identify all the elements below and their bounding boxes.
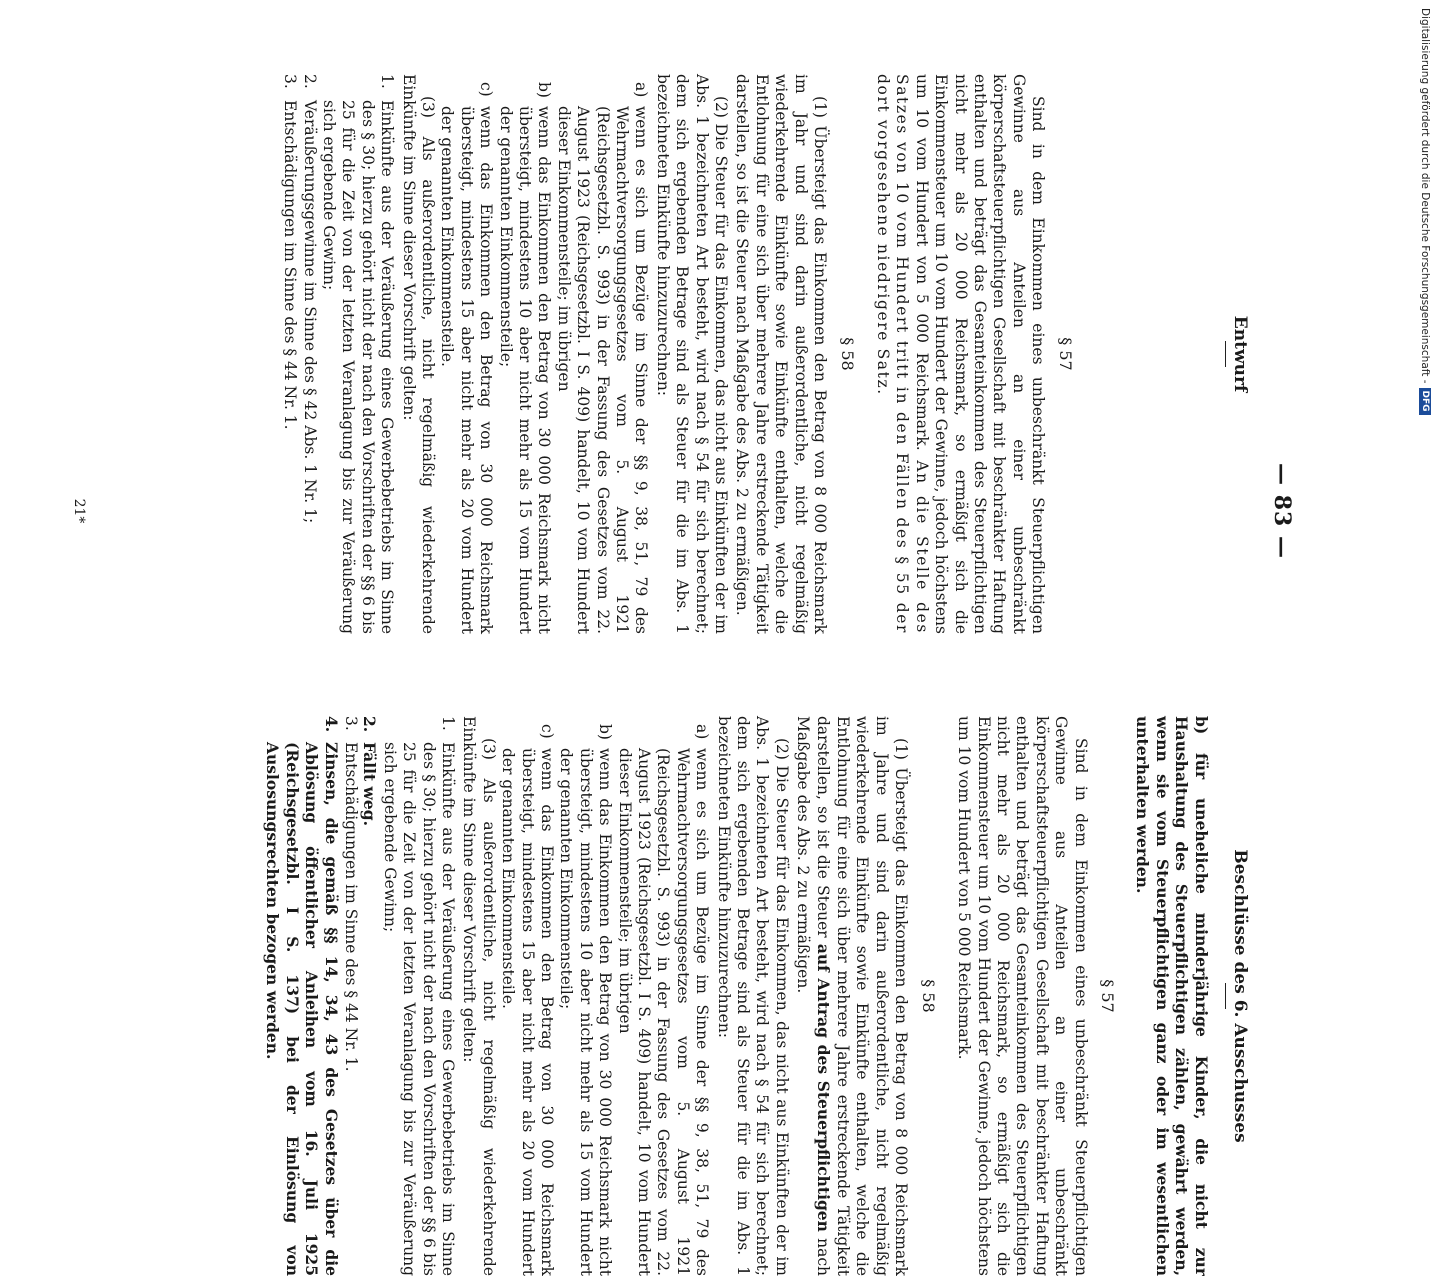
item-label: 3.: [281, 74, 300, 89]
dfg-logo: DFG: [1419, 388, 1431, 415]
section-heading-57: § 57: [1097, 979, 1117, 1013]
item-text: Zinsen, die gemäß §§ 14, 34, 43 des Gesetzes über die Ablösung öffentlicher Anleihen vom 16. Juli 1925 (Reichsgesetzbl. I S. 137) bei der Einlösung von Auslosungsrechten bezogen werden.: [263, 742, 341, 1276]
item-text: Entschädigungen im Sinne des § 44 Nr. 1.: [341, 742, 360, 1072]
numbered-item-3: [280, 74, 299, 634]
item-b-uneheliche-kinder: b) für uneheliche minderjährige Kinder, die nicht zur Haushaltung des Steuerpflichtigen zählen, gewährt werden, wenn sie vom Steuerpflichtigen ganz oder im wesentlichen unterhalten werden.: [1133, 716, 1211, 1276]
numbered-item-2: [299, 74, 318, 634]
section-heading-58: § 58: [837, 337, 857, 371]
numbered-item-1: [379, 716, 457, 1276]
subitem-label: b): [535, 82, 554, 98]
section-58-para-2: (2) Die Steuer für das Einkommen, das nicht aus Einkünften der im Abs. 1 bezeichneten Art besteht, wird nach § 54 für sich berechnet; dem sich ergebenden Betrage sind als Steuer für die im Abs. 1 bezeichneten Einkünfte hinzuzurechnen:: [714, 716, 791, 1276]
item-text: Entschädigungen im Sinne des § 44 Nr. 1.: [281, 100, 300, 430]
para-1-text: (1) Übersteigt das Einkommen den Betrag von 8 000 Reichsmark im Jahre und sind darin außerordentliche, nicht regelmäßig wiederkehrende Einkünfte sowie Einkünfte enthalten, welche die Entlohnung für eine sich über mehrere Jahre erstreckende Tätigkeit darstellen, so ist die Steuer: [813, 716, 911, 1276]
page-number: — 83 —: [1269, 463, 1295, 559]
column-title-beschluesse: Beschlüsse des 6. Ausschusses: [1230, 849, 1250, 1143]
subitem-text: wenn das Einkommen den Betrag von 30 000 Reichsmark nicht übersteigt, mindestens 10 aber nicht mehr als 15 vom Hundert der genannten Einkommensteile;: [496, 106, 554, 634]
title-rule: [1225, 341, 1226, 367]
item-text: Fällt weg.: [360, 742, 380, 826]
para-1-amendment: auf Antrag des Steuerpflichtigen: [813, 943, 833, 1232]
digitization-credit: [1413, 8, 1433, 412]
subitem-c: [437, 82, 495, 634]
numbered-item-4: [263, 716, 341, 1276]
subitem-label: a): [693, 724, 712, 740]
page-header: [1261, 66, 1301, 956]
section-57-text: Sind in dem Einkommen eines unbeschränkt Steuerpflichtigen Gewinne aus Anteilen an einer unbeschränkt körperschaftsteuerpflichtigen Gesellschaft mit beschränkter Haftung enthalten und beträgt das Gesamteinkommen des Steuerpflichtigen nicht mehr als 20 000 Reichsmark, so ermäßigt sich die Einkommensteuer um 10 vom Hundert der Gewinne, jedoch höchstens um 10 vom Hundert von 5 000 Reichsmark.: [912, 74, 1048, 634]
numbered-item-2: [360, 716, 379, 1276]
subitem-label: a): [632, 82, 651, 98]
item-label: 1.: [378, 74, 397, 89]
numbered-item-3: [341, 716, 360, 1276]
subitem-text: wenn es sich um Bezüge im Sinne der §§ 9, 38, 51, 79 des Wehrmachtversorgungsgesetzes vom 5. August 1921 (Reichsgesetzbl. S. 993) in der Fassung des Gesetzes vom 22. August 1923 (Reichsgesetzbl. I S. 409) handelt, 10 vom Hundert dieser Einkommensteile; im übrigen: [615, 748, 712, 1276]
section-58-subitems: [498, 716, 711, 1276]
subitem-a: [553, 82, 650, 634]
item-text: Einkünfte aus der Veräußerung eines Gewerbebetriebs im Sinne des § 30; hierzu gehört nicht der nach den Vorschriften der §§ 6 bis 25 für die Zeit von der letzten Veranlagung bis zur Veräußerung sich ergebende Gewinn;: [380, 742, 457, 1276]
section-58-para-2: (2) Die Steuer für das Einkommen, das nicht aus Einkünften der im Abs. 1 bezeichneten Art besteht, wird nach § 54 für sich berechnet; dem sich ergebenden Betrage sind als Steuer für die im Abs. 1 bezeichneten Einkünfte hinzuzurechnen:: [653, 74, 731, 634]
column-entwurf: [280, 74, 1253, 634]
title-rule: [1225, 983, 1226, 1009]
section-58-para-3: (3) Als außerordentliche, nicht regelmäßig wiederkehrende Einkünfte im Sinne dieser Vorschrift gelten:: [399, 74, 437, 634]
numbered-item-1: [319, 74, 397, 634]
section-58-para-3: (3) Als außerordentliche, nicht regelmäßig wiederkehrende Einkünfte im Sinne dieser Vorschrift gelten:: [460, 716, 498, 1276]
para-1-text-end: nach Maßgabe des Abs. 2 zu ermäßigen.: [794, 716, 832, 1276]
section-heading-57: § 57: [1055, 337, 1075, 371]
item-label: 2.: [300, 74, 319, 89]
section-57-spaced-text: An die Stelle des Satzes von 10 vom Hundert tritt in den Fällen des § 55 der dort vorgesehene niedrigere Satz.: [873, 74, 931, 634]
item-label: 1.: [438, 716, 457, 731]
section-58-para-1: [793, 716, 910, 1276]
subitem-text: wenn es sich um Bezüge im Sinne der §§ 9, 38, 51, 79 des Wehrmachtversorgungsgesetzes vom 5. August 1921 (Reichsgesetzbl. S. 993) in der Fassung des Gesetzes vom 22. August 1923 (Reichsgesetzbl. I S. 409) handelt, 10 vom Hundert dieser Einkommensteile; im übrigen: [554, 106, 651, 634]
item-text: Veräußerungsgewinne im Sinne des § 42 Abs. 1 Nr. 1;: [300, 100, 319, 524]
item-label: 4.: [321, 716, 341, 733]
column-title-entwurf: Entwurf: [1230, 315, 1250, 393]
item-label: 2.: [360, 716, 380, 733]
section-58-subitems: [437, 74, 650, 634]
subitem-label: c): [477, 82, 496, 97]
spacer: [1091, 74, 1211, 634]
credit-line: [1419, 8, 1431, 412]
item-text: Einkünfte aus der Veräußerung eines Gewerbebetriebs im Sinne des § 30; hierzu gehört nicht der nach den Vorschriften der §§ 6 bis 25 für die Zeit von der letzten Veranlagung bis zur Veräußerung sich ergebende Gewinn;: [319, 100, 397, 634]
section-heading-58: § 58: [918, 979, 938, 1013]
subitem-text: wenn das Einkommen den Betrag von 30 000 Reichsmark übersteigt, mindestens 15 aber nicht mehr als 20 vom Hundert der genannten Einkommensteile.: [499, 748, 556, 1276]
subitem-b: [495, 82, 553, 634]
subitem-label: c): [538, 724, 556, 739]
column-beschluesse: [263, 716, 1253, 1276]
item-label: 3.: [341, 716, 360, 731]
section-58-para-1: (1) Übersteigt das Einkommen den Betrag von 8 000 Reichsmark im Jahr und sind darin außerordentliche, nicht regelmäßig wiederkehrende Einkünfte sowie Einkünfte enthalten, welche die Entlohnung für eine sich über mehrere Jahre erstreckende Tätigkeit darstellen, so ist die Steuer nach Maßgabe des Abs. 2 zu ermäßigen.: [733, 74, 830, 634]
signature-mark: 21*: [71, 498, 87, 524]
subitem-c: [498, 724, 556, 1276]
printed-page: [71, 66, 1301, 1276]
section-58-numbered-list: [263, 716, 457, 1276]
credit-text: Digitalisierung gefördert durch die Deutsche Forschungsgemeinschaft -: [1419, 8, 1431, 384]
subitem-label: b): [596, 724, 615, 740]
subitem-b: [556, 724, 614, 1276]
subitem-text: wenn das Einkommen den Betrag von 30 000 Reichsmark nicht übersteigt, mindestens 10 aber nicht mehr als 15 vom Hundert der genannten Einkommensteile;: [557, 748, 615, 1276]
subitem-text: wenn das Einkommen den Betrag von 30 000 Reichsmark übersteigt, mindestens 15 aber nicht mehr als 20 vom Hundert der genannten Einkommensteile.: [438, 106, 496, 634]
section-57-paragraph: [873, 74, 1048, 634]
section-57-paragraph: Sind in dem Einkommen eines unbeschränkt Steuerpflichtigen Gewinne aus Anteilen an einer unbeschränkt körperschaftsteuerpflichtigen Gesellschaft mit beschränkter Haftung enthalten und beträgt das Gesamteinkommen des Steuerpflichtigen nicht mehr als 20 000 Reichsmark, so ermäßigt sich die Einkommensteuer um 10 vom Hundert der Gewinne, jedoch höchstens um 10 vom Hundert von 5 000 Reichsmark.: [955, 716, 1090, 1276]
subitem-a: [614, 724, 711, 1276]
section-58-numbered-list: [280, 74, 396, 634]
